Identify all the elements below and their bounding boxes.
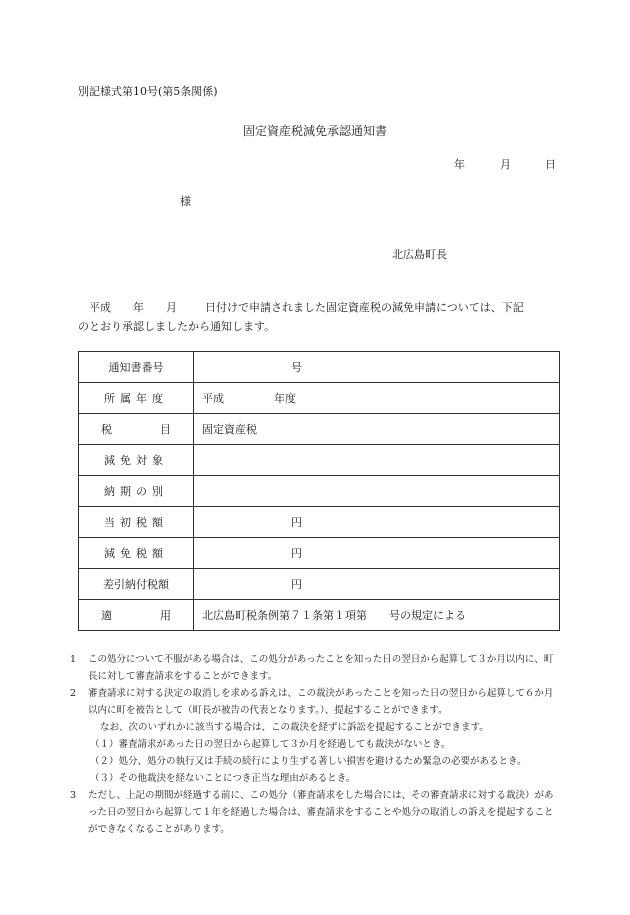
table-row (79, 352, 560, 383)
date-day-label: 日 (545, 158, 556, 171)
note-2-item-3: （３）その他裁決を経ないことにつき正当な理由があるとき。 (90, 773, 356, 784)
row-value-tax-item: 固定資産税 (194, 414, 560, 445)
note-2-item-2: （２）処分、処分の執行又は手続の続行により生ずる著しい損害を避けるため緊急の必要があるとき。 (90, 756, 527, 767)
row-value-reduced-tax: 円 (194, 538, 560, 569)
row-label-payment-period: 納期の別 (79, 476, 194, 507)
table-row (79, 414, 560, 445)
row-value-net-payment: 円 (194, 569, 560, 600)
note-3: 3 ただし、上記の期間が経過する前に、この処分（審査請求をした場合には、その審査請求に対する裁決）があった日の翌日から起算して１年を経過した場合は、審査請求をすることや処分の取消しの訴えを提起することができなくなることがあります。 (70, 790, 554, 835)
date-month-label: 月 (500, 158, 511, 171)
row-label-reduction-target: 減免対象 (79, 445, 194, 476)
details-table (78, 351, 560, 631)
row-label-notice-number: 通知書番号 (79, 352, 194, 383)
note-1: 1 この処分について不服がある場合は、この処分があったことを知った日の翌日から起算して３か月以内に、町長に対して審査請求をすることができます。 (70, 654, 554, 682)
row-value-notice-number: 号 (194, 352, 560, 383)
table-row (79, 445, 560, 476)
body-line1: 日付けで申請されました固定資産税の減免申請については、下記 (205, 301, 524, 314)
table-row (79, 507, 560, 538)
row-label-fiscal-year: 所属年度 (79, 383, 194, 414)
note-2: 2 審査請求に対する決定の取消しを求める訴えは、この裁決があったことを知った日の翌日から起算して６か月以内に町を被告として（町長が被告の代表となります。）、提起することができます。 (70, 688, 554, 716)
row-value-applicable: 北広島町税条例第７１条第１項第 号の規定による (194, 600, 560, 631)
note-2-sub: なお、次のいずれかに該当する場合は、この裁決を経ずに訴訟を提起することができます。 (100, 722, 489, 733)
body-month: 月 (166, 301, 177, 314)
body-line2: のとおり承認しましたから通知します。 (78, 320, 276, 333)
addressee-suffix: 様 (180, 195, 191, 208)
table-row (79, 569, 560, 600)
table-row (79, 383, 560, 414)
table-row (79, 476, 560, 507)
row-label-net-payment: 差引納付税額 (79, 569, 194, 600)
row-value-reduction-target (194, 445, 560, 476)
body-era: 平成 (89, 301, 111, 314)
notice-body (78, 298, 564, 336)
table-row (79, 538, 560, 569)
document-title: 固定資産税減免承認通知書 (242, 124, 387, 138)
row-label-applicable: 適 用 (79, 600, 194, 631)
body-year: 年 (133, 301, 144, 314)
form-number: 別記様式第10号(第5条関係) (78, 85, 218, 98)
date-year-label: 年 (454, 158, 465, 171)
row-label-reduced-tax: 減免税額 (79, 538, 194, 569)
issuer-name: 北広島町長 (392, 248, 447, 261)
notes-section (70, 651, 560, 838)
row-label-initial-tax: 当初税額 (79, 507, 194, 538)
row-value-fiscal-year: 平成 年度 (194, 383, 560, 414)
table-row (79, 600, 560, 631)
row-value-payment-period (194, 476, 560, 507)
row-value-initial-tax: 円 (194, 507, 560, 538)
note-2-item-1: （１）審査請求があった日の翌日から起算して３か月を経過しても裁決がないとき。 (90, 739, 451, 750)
row-label-tax-item: 税 目 (79, 414, 194, 445)
